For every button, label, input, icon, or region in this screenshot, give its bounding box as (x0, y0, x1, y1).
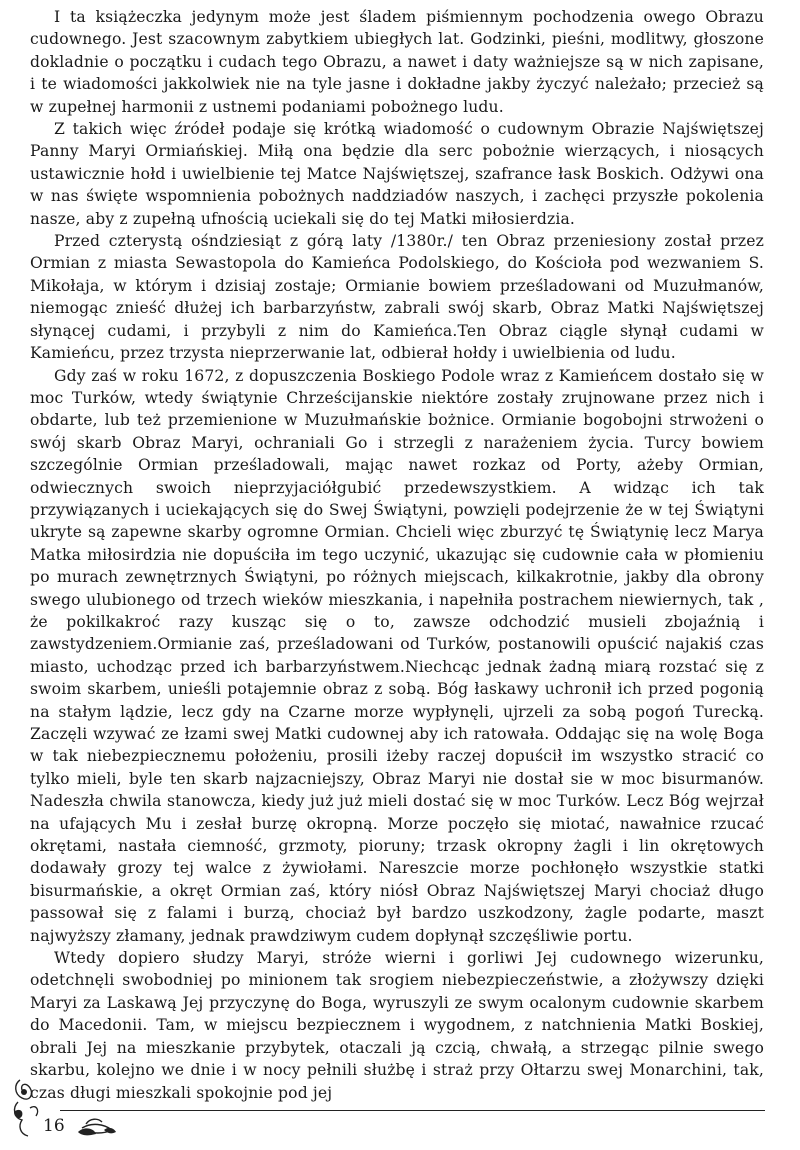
page-number: 16 (43, 1116, 65, 1136)
paragraph-1: I ta książeczka jedynym może jest śladem piśmiennym pochodzenia owego Obrazu cudownego. Jest szacownym zabytkiem ubiegłych lat. Godzinki, pieśni, modlitwy, głoszone dokladnie o początku i cudach tego Obrazu, a nawet i daty ważniejsze są w nich zapisane, i te wiadomości jakkolwiek nie na tyle jasne i dokładne jakby życzyć należało; przecież są w zupełnej harmonii z ustnemi podaniami pobożnego ludu. (30, 8, 764, 116)
paragraph-4: Gdy zaś w roku 1672, z dopuszczenia Boskiego Podole wraz z Kamieńcem dostało się w moc Turków, wtedy świątynie Chrześcijanskie niektóre zostały zrujnowane przez nich i obdarte, lub też przemienione w Muzułmańskie bożnice. Ormianie bogobojni strwożeni o swój skarb Obraz Maryi, ochraniali Go i strzegli z narażeniem życia. Turcy bowiem szczególnie Ormian prześladowali, mając nawet rozkaz od Porty, ażeby Ormian, odwiecznych swoich nieprzyjaciółgubić przedewszystkiem. A widząc ich tak przywiązanych i uciekających się do Swej Świątyni, powzięli podejrzenie że w tej Świątyni ukryte są zapewne skarby ogromne Ormian. Chcieli więc zburzyć tę Świątynię lecz Marya Matka miłosirdzia nie dopuściła im tego uczynić, ukazując się cudownie cała w płomieniu po murach zewnętrznych Świątyni, po różnych miejscach, kilkakrotnie, jakby dla obrony swego ulubionego od trzech wieków mieszkania, i napełniła postrachem niewiernych, tak , że pokilkakroć razy kusząc się o to, zawsze odchodzić musieli zbojaźnią i zawstydzeniem.Ormianie zaś, prześladowani od Turków, postanowili opuścić najakiś czas miasto, uchodząc przed ich barbarzyństwem.Niechcąc jednak żadną miarą rozstać się z swoim skarbem, unieśli potajemnie obraz z sobą. Bóg łaskawy uchronił ich przed pogonią na stałym lądzie, lecz gdy na Czarne morze wypłynęli, ujrzeli za sobą pogoń Turecką. Zaczęli wzywać ze łzami swej Matki cudownej aby ich ratowała. Oddając się na wolę Boga w tak niebezpiecznemu położeniu, prosili iżeby raczej dopuścił im wszystko stracić co tylko mieli, byle ten skarb najzacniejszy, Obraz Maryi nie dostał sie w moc bisurmanów. Nadeszła chwila stanowcza, kiedy już już mieli dostać się w moc Turków. Lecz Bóg wejrzał na ufających Mu i zesłał burzę okropną. Morze poczęło się miotać, nawałnice rzucać okrętami, nastała ciemność, grzmoty, pioruny; trzask okropny żagli i lin okrętowych dodawały grozy tej walce z żywiołami. Nareszcie morze pochłonęło wszystkie statki bisurmańskie, a okręt Ormian zaś, który niósł Obraz Najświętszej Maryi chociaż długo passował się z falami i burzą, chociaż był bardzo uszkodzony, żagle podarte, maszt najwyższy złamany, jednak prawdziwym cudem dopłynął szczęśliwie portu. (30, 366, 764, 945)
paragraph-5: Wtedy dopiero słudzy Maryi, stróże wierni i gorliwi Jej cudownego wizerunku, odetchnęli swobodniej po minionem tak srogiem niebezpieczeństwie, a złożywszy dzięki Maryi za Laskawą Jej przyczynę do Boga, wyruszyli ze swym ocalonym cudownie skarbem do Macedonii. Tam, w miejscu bezpiecznem i wygodnem, z natchnienia Matki Boskiej, obrali Jej na mieszkanie przybytek, otaczali ją czcią, chwałą, a strzegąc pilnie swego skarbu, kolejno we dnie i w nocy pełnili służbę i straż przy Ołtarzu swej Monarchini, tak, czas długi mieszkali spokojnie pod jej (30, 949, 764, 1102)
ornamental-vignette-icon (8, 1072, 128, 1142)
footer-rule (60, 1110, 765, 1111)
paragraph-2: Z takich więc źródeł podaje się krótką wiadomość o cudownym Obrazie Najświętszej Panny Maryi Ormiańskiej. Miłą ona będzie dla serc pobożnie wierzących, i niosących ustawicznie hołd i uwielbienie tej Matce Najświętszej, szafrance łask Boskich. Odżywi ona w nas święte wspomnienia pobożnych naddziadów naszych, i zachęci przyszłe pokolenia nasze, aby z zupełną ufnością uciekali się do tej Matki miłosierdzia. (30, 120, 764, 228)
body-text (30, 6, 764, 1104)
paragraph-3: Przed czterystą ośndziesiąt z górą laty /1380r./ ten Obraz przeniesiony został przez Ormian z miasta Sewastopola do Kamieńca Podolskiego, do Kościoła pod wezwaniem S. Mikołaja, w którym i dzisiaj zostaje; Ormianie bowiem prześladowani od Muzułmanów, niemogąc znieść dłużej ich barbarzyństw, zabrali swój skarb, Obraz Matki Najświętszej słynącej cudami, i przybyli z nim do Kamieńca.Ten Obraz ciągle słynął cudami w Kamieńcu, przez trzysta nieprzerwanie lat, odbierał hołdy i uwielbienia od ludu. (30, 232, 764, 363)
